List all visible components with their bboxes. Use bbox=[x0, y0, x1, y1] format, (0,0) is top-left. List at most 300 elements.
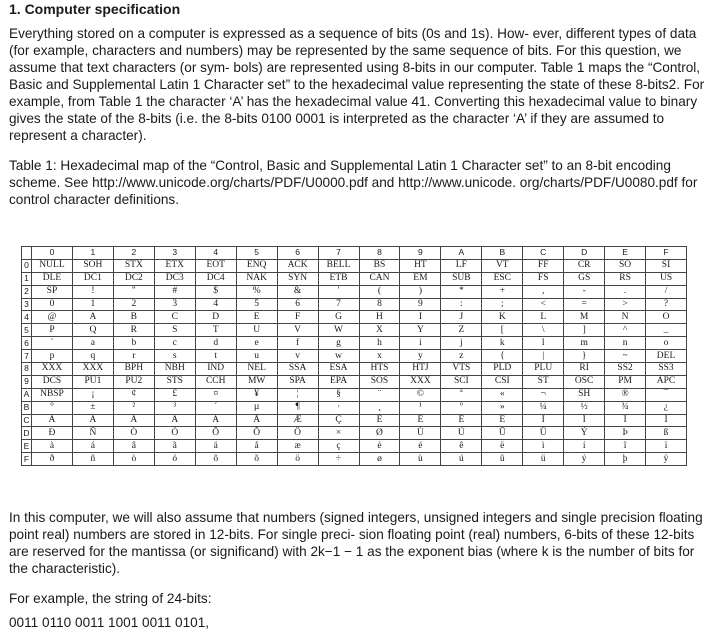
table-cell: XXX bbox=[72, 363, 113, 376]
table-cell: ~ bbox=[605, 350, 646, 363]
table-cell: l bbox=[523, 337, 564, 350]
table-cell: ] bbox=[564, 324, 605, 337]
table-cell: ST bbox=[523, 375, 564, 388]
column-header-cell: A bbox=[441, 247, 482, 260]
table-cell: ½ bbox=[564, 401, 605, 414]
table-cell: Ô bbox=[195, 427, 236, 440]
table-cell: 9 bbox=[400, 298, 441, 311]
table-cell: CSI bbox=[482, 375, 523, 388]
column-header-cell: 7 bbox=[318, 247, 359, 260]
table-cell: 6 bbox=[277, 298, 318, 311]
table-row bbox=[22, 401, 687, 414]
table-cell: à bbox=[32, 440, 73, 453]
table-cell: I bbox=[400, 311, 441, 324]
table-cell: ± bbox=[72, 401, 113, 414]
table-row bbox=[22, 440, 687, 453]
table-cell: Ê bbox=[441, 414, 482, 427]
table-cell: DC1 bbox=[72, 272, 113, 285]
table-row bbox=[22, 272, 687, 285]
table-row bbox=[22, 414, 687, 427]
table-cell: ® bbox=[605, 388, 646, 401]
table-cell: ä bbox=[195, 440, 236, 453]
table-cell: j bbox=[441, 337, 482, 350]
table-cell: NAK bbox=[236, 272, 277, 285]
table-cell: Ñ bbox=[72, 427, 113, 440]
table-cell: NEL bbox=[236, 363, 277, 376]
table-cell: STS bbox=[154, 375, 195, 388]
table-cell: SOS bbox=[359, 375, 400, 388]
table-cell: { bbox=[482, 350, 523, 363]
table-cell: , bbox=[523, 285, 564, 298]
table-cell: _ bbox=[646, 324, 687, 337]
table-cell: SS3 bbox=[646, 363, 687, 376]
table-cell: Ò bbox=[113, 427, 154, 440]
table-cell: Á bbox=[72, 414, 113, 427]
row-header-cell: 2 bbox=[22, 285, 32, 298]
table-row bbox=[22, 375, 687, 388]
table-cell: XXX bbox=[32, 363, 73, 376]
table-cell: $ bbox=[195, 285, 236, 298]
column-header-cell: 1 bbox=[72, 247, 113, 260]
table-cell: > bbox=[605, 298, 646, 311]
table-cell: CCH bbox=[195, 375, 236, 388]
table-cell: Ø bbox=[359, 427, 400, 440]
table-cell: ì bbox=[523, 440, 564, 453]
table-cell: » bbox=[482, 401, 523, 414]
row-header-cell: E bbox=[22, 440, 32, 453]
table-cell: õ bbox=[236, 453, 277, 466]
table-cell: US bbox=[646, 272, 687, 285]
table-cell: P bbox=[32, 324, 73, 337]
table-cell: × bbox=[318, 427, 359, 440]
table-cell: Ë bbox=[482, 414, 523, 427]
table-cell: APC bbox=[646, 375, 687, 388]
table-row bbox=[22, 298, 687, 311]
table-cell: z bbox=[441, 350, 482, 363]
table-cell: # bbox=[154, 285, 195, 298]
table-cell: SS2 bbox=[605, 363, 646, 376]
row-header-cell: F bbox=[22, 453, 32, 466]
table-cell: VTS bbox=[441, 363, 482, 376]
table-cell: SUB bbox=[441, 272, 482, 285]
table-row bbox=[22, 363, 687, 376]
table-cell: " bbox=[113, 285, 154, 298]
table-cell: SOH bbox=[72, 259, 113, 272]
table-cell: HT bbox=[400, 259, 441, 272]
table-cell: PU1 bbox=[72, 375, 113, 388]
row-header-cell: 7 bbox=[22, 350, 32, 363]
table-cell: Y bbox=[400, 324, 441, 337]
table-cell: \ bbox=[523, 324, 564, 337]
table-cell: EPA bbox=[318, 375, 359, 388]
table-cell: i bbox=[400, 337, 441, 350]
table-cell: Þ bbox=[605, 427, 646, 440]
table-cell: ³ bbox=[154, 401, 195, 414]
table-cell: STX bbox=[113, 259, 154, 272]
table-cell: ã bbox=[154, 440, 195, 453]
table-cell: a bbox=[72, 337, 113, 350]
table-cell: 1 bbox=[72, 298, 113, 311]
table-cell: ¹ bbox=[400, 401, 441, 414]
table-cell: ê bbox=[441, 440, 482, 453]
table-cell: ë bbox=[482, 440, 523, 453]
table-cell: Ü bbox=[523, 427, 564, 440]
table-cell: ö bbox=[277, 453, 318, 466]
table-cell: ´ bbox=[195, 401, 236, 414]
table-cell: r bbox=[113, 350, 154, 363]
table-cell: t bbox=[195, 350, 236, 363]
table-cell: XXX bbox=[400, 375, 441, 388]
table-cell: ETB bbox=[318, 272, 359, 285]
table-cell: SYN bbox=[277, 272, 318, 285]
table-cell: GS bbox=[564, 272, 605, 285]
table-header-row bbox=[22, 247, 687, 260]
table-cell: ' bbox=[318, 285, 359, 298]
table-cell: µ bbox=[236, 401, 277, 414]
table-cell: : bbox=[441, 298, 482, 311]
table-cell: Ï bbox=[646, 414, 687, 427]
table-cell: NULL bbox=[32, 259, 73, 272]
table-cell: J bbox=[441, 311, 482, 324]
table-cell: £ bbox=[154, 388, 195, 401]
table-cell: HTS bbox=[359, 363, 400, 376]
table-cell: g bbox=[318, 337, 359, 350]
column-header-cell: 4 bbox=[195, 247, 236, 260]
table-cell: ¨ bbox=[359, 388, 400, 401]
table-cell: * bbox=[441, 285, 482, 298]
table-row bbox=[22, 324, 687, 337]
table-cell: Î bbox=[605, 414, 646, 427]
row-header-cell: C bbox=[23, 415, 30, 426]
table-cell: v bbox=[277, 350, 318, 363]
table-cell: Q bbox=[72, 324, 113, 337]
table-cell: IND bbox=[195, 363, 236, 376]
row-header-cell: 3 bbox=[22, 298, 32, 311]
table-cell: PM bbox=[605, 375, 646, 388]
column-header-cell: F bbox=[646, 247, 687, 260]
table-cell: Õ bbox=[236, 427, 277, 440]
table-cell: È bbox=[359, 414, 400, 427]
table-cell: É bbox=[400, 414, 441, 427]
row-header-cell: A bbox=[22, 388, 32, 401]
row-header-cell: 6 bbox=[22, 337, 32, 350]
table-cell: F bbox=[277, 311, 318, 324]
table-cell: d bbox=[195, 337, 236, 350]
table-cell: SI bbox=[646, 259, 687, 272]
table-cell: EM bbox=[400, 272, 441, 285]
table-cell: DLE bbox=[32, 272, 73, 285]
table-cell: DC3 bbox=[154, 272, 195, 285]
table-cell: 8 bbox=[359, 298, 400, 311]
row-header-cell: 1 bbox=[22, 272, 32, 285]
hex-table-container bbox=[21, 246, 687, 487]
table-cell: H bbox=[359, 311, 400, 324]
column-header-cell: B bbox=[482, 247, 523, 260]
table-cell: À bbox=[32, 414, 73, 427]
table-cell: CAN bbox=[359, 272, 400, 285]
row-header-cell: 9 bbox=[22, 375, 32, 388]
row-header-cell: 8 bbox=[22, 363, 32, 376]
table-cell: Ö bbox=[277, 427, 318, 440]
table-cell: SO bbox=[605, 259, 646, 272]
table-row bbox=[22, 388, 687, 401]
table-cell: é bbox=[400, 440, 441, 453]
table-cell: HTJ bbox=[400, 363, 441, 376]
table-cell: SP bbox=[32, 285, 73, 298]
table-cell: SH bbox=[564, 388, 605, 401]
table-cell: } bbox=[564, 350, 605, 363]
table-cell: D bbox=[195, 311, 236, 324]
column-header-cell: D bbox=[564, 247, 605, 260]
table-cell: N bbox=[605, 311, 646, 324]
table-cell: s bbox=[154, 350, 195, 363]
table-cell: Ð bbox=[32, 427, 73, 440]
column-header-cell: 6 bbox=[277, 247, 318, 260]
table-cell: BS bbox=[359, 259, 400, 272]
column-header-cell: 3 bbox=[154, 247, 195, 260]
table-cell: NBSP bbox=[32, 388, 73, 401]
table-cell: ü bbox=[523, 453, 564, 466]
table-cell: x bbox=[359, 350, 400, 363]
table-cell: FS bbox=[523, 272, 564, 285]
table-cell: ¦ bbox=[277, 388, 318, 401]
table-cell: ) bbox=[400, 285, 441, 298]
hex-character-table bbox=[21, 246, 687, 466]
table-cell: q bbox=[72, 350, 113, 363]
table-cell: f bbox=[277, 337, 318, 350]
table-cell: ` bbox=[32, 337, 73, 350]
table-cell: FF bbox=[523, 259, 564, 272]
table-cell: Z bbox=[441, 324, 482, 337]
table-cell: ø bbox=[359, 453, 400, 466]
table-cell: ñ bbox=[72, 453, 113, 466]
table-cell: Ú bbox=[441, 427, 482, 440]
column-header-cell: 5 bbox=[236, 247, 277, 260]
table-cell: ESA bbox=[318, 363, 359, 376]
table-cell: ¶ bbox=[277, 401, 318, 414]
table-cell: DCS bbox=[32, 375, 73, 388]
table-cell: ¬ bbox=[523, 388, 564, 401]
table-cell: SSA bbox=[277, 363, 318, 376]
table-cell: . bbox=[605, 285, 646, 298]
table-cell: b bbox=[113, 337, 154, 350]
table-cell: e bbox=[236, 337, 277, 350]
table-row bbox=[22, 350, 687, 363]
table-cell: T bbox=[195, 324, 236, 337]
column-header-cell: 0 bbox=[32, 247, 73, 260]
table-cell: C bbox=[154, 311, 195, 324]
table-cell: c bbox=[154, 337, 195, 350]
table-cell: OSC bbox=[564, 375, 605, 388]
table-cell: â bbox=[113, 440, 154, 453]
table-cell: î bbox=[605, 440, 646, 453]
table-cell: í bbox=[564, 440, 605, 453]
column-header-cell: 8 bbox=[359, 247, 400, 260]
table-cell: æ bbox=[277, 440, 318, 453]
table-cell: G bbox=[318, 311, 359, 324]
table-cell: Ä bbox=[195, 414, 236, 427]
table-cell: BPH bbox=[113, 363, 154, 376]
table-cell: = bbox=[564, 298, 605, 311]
table-cell: ¿ bbox=[646, 401, 687, 414]
table-cell: o bbox=[646, 337, 687, 350]
table-cell: ¾ bbox=[605, 401, 646, 414]
row-header-cell: 5 bbox=[22, 324, 32, 337]
table-cell: ¢ bbox=[113, 388, 154, 401]
table-cell: PLU bbox=[523, 363, 564, 376]
table-cell: PLD bbox=[482, 363, 523, 376]
table-cell: @ bbox=[32, 311, 73, 324]
column-header-cell: E bbox=[605, 247, 646, 260]
table-cell: A bbox=[72, 311, 113, 324]
table-cell: © bbox=[400, 388, 441, 401]
table-cell: BELL bbox=[318, 259, 359, 272]
table-cell: « bbox=[482, 388, 523, 401]
bit-string-example: 0011 0110 0011 1001 0011 0101, bbox=[9, 615, 210, 630]
table-cell: ð bbox=[32, 453, 73, 466]
table-cell: Ù bbox=[400, 427, 441, 440]
table-cell: PU2 bbox=[113, 375, 154, 388]
row-header-cell: 4 bbox=[22, 311, 32, 324]
table-row bbox=[22, 453, 687, 466]
table-cell: - bbox=[564, 285, 605, 298]
table-cell: ? bbox=[646, 298, 687, 311]
table-cell: NBH bbox=[154, 363, 195, 376]
column-header-cell: 9 bbox=[400, 247, 441, 260]
table-cell: ¯ bbox=[646, 388, 687, 401]
table-cell: S bbox=[154, 324, 195, 337]
table-cell: L bbox=[523, 311, 564, 324]
table-cell: Û bbox=[482, 427, 523, 440]
row-header-cell: B bbox=[22, 401, 32, 414]
table-cell: < bbox=[523, 298, 564, 311]
table-cell: Â bbox=[113, 414, 154, 427]
table-cell: ; bbox=[482, 298, 523, 311]
table-row bbox=[22, 311, 687, 324]
column-header-cell: C bbox=[523, 247, 564, 260]
table-row bbox=[22, 285, 687, 298]
table-cell: ¥ bbox=[236, 388, 277, 401]
table-cell: DEL bbox=[646, 350, 687, 363]
table-cell: Æ bbox=[277, 414, 318, 427]
table-cell: O bbox=[646, 311, 687, 324]
intro-paragraph: Everything stored on a computer is expressed as a sequence of bits (0s and 1s). How- ever, different types of data (for example, characters and numbers) may be represented by the same sequence of bits. For this question, we assume that text characters (or sym- bols) are represented using 8-bits in our computer. Table 1 maps the “Control, Basic and Supplemental Latin 1 Character set” to the hexadecimal value representing the state of these 8-bits2. For example, from Table 1 the character ‘A’ has the hexadecimal value 41. Converting this hexadecimal value to binary gives the state of the 8-bits (i.e. the 8-bits 0100 0001 is interpreted as the character ‘A’ if they are assumed to represent a character). bbox=[9, 26, 705, 143]
table-cell: Ý bbox=[564, 427, 605, 440]
table-cell: ª bbox=[441, 388, 482, 401]
table-cell: º bbox=[441, 401, 482, 414]
table-cell: ( bbox=[359, 285, 400, 298]
table-cell: ÿ bbox=[646, 453, 687, 466]
table-cell: y bbox=[400, 350, 441, 363]
table-cell: Å bbox=[236, 414, 277, 427]
table-cell: ² bbox=[113, 401, 154, 414]
table-cell: 0 bbox=[32, 298, 73, 311]
table-cell: [ bbox=[482, 324, 523, 337]
table-cell: · bbox=[318, 401, 359, 414]
table-cell: ó bbox=[154, 453, 195, 466]
table-cell: / bbox=[646, 285, 687, 298]
table-cell: ¸ bbox=[359, 401, 400, 414]
table-cell: V bbox=[277, 324, 318, 337]
table-cell: ß bbox=[646, 427, 687, 440]
table-cell: 7 bbox=[318, 298, 359, 311]
table-cell: R bbox=[113, 324, 154, 337]
table-cell: u bbox=[236, 350, 277, 363]
table-cell: RI bbox=[564, 363, 605, 376]
table-cell: ^ bbox=[605, 324, 646, 337]
number-storage-paragraph: In this computer, we will also assume that numbers (signed integers, unsigned integers and single precision floating point real) numbers are stored in 12-bits. For single preci- sion floating point (real) numbers, 6-bits of these 12-bits are reserved for the mantissa (or significand) with 2k−1 − 1 as the exponent bias (where k is the number of bits for the characteristic). bbox=[9, 510, 703, 576]
table-cell: & bbox=[277, 285, 318, 298]
table-cell: ° bbox=[32, 401, 73, 414]
table-row bbox=[22, 427, 687, 440]
table-cell: û bbox=[482, 453, 523, 466]
table-cell: K bbox=[482, 311, 523, 324]
table-cell: LF bbox=[441, 259, 482, 272]
table-caption: Table 1: Hexadecimal map of the “Control, Basic and Supplemental Latin 1 Character set” to an 8-bit encoding scheme. See http://www.unicode.org/charts/PDF/U0000.pdf and http://www.unicode. org/charts/PDF/U0080.pdf for control character definitions. bbox=[9, 158, 698, 207]
table-cell: ï bbox=[646, 440, 687, 453]
table-cell: k bbox=[482, 337, 523, 350]
table-cell: ACK bbox=[277, 259, 318, 272]
table-cell: å bbox=[236, 440, 277, 453]
table-cell: % bbox=[236, 285, 277, 298]
table-cell: ý bbox=[564, 453, 605, 466]
table-cell: CR bbox=[564, 259, 605, 272]
table-cell: ÷ bbox=[318, 453, 359, 466]
table-cell: h bbox=[359, 337, 400, 350]
table-cell: þ bbox=[605, 453, 646, 466]
section-heading: 1. Computer specification bbox=[9, 1, 181, 17]
table-cell: m bbox=[564, 337, 605, 350]
table-cell: ô bbox=[195, 453, 236, 466]
table-cell: ù bbox=[400, 453, 441, 466]
table-cell: n bbox=[605, 337, 646, 350]
table-cell: p bbox=[32, 350, 73, 363]
table-cell: Ó bbox=[154, 427, 195, 440]
row-header-cell: D bbox=[23, 427, 30, 438]
table-cell: W bbox=[318, 324, 359, 337]
table-cell: 3 bbox=[154, 298, 195, 311]
table-cell: SCI bbox=[441, 375, 482, 388]
table-cell: E bbox=[236, 311, 277, 324]
table-cell: è bbox=[359, 440, 400, 453]
table-cell: MW bbox=[236, 375, 277, 388]
column-header-cell: 2 bbox=[113, 247, 154, 260]
table-cell: DC2 bbox=[113, 272, 154, 285]
table-cell: ¼ bbox=[523, 401, 564, 414]
table-cell: 2 bbox=[113, 298, 154, 311]
table-cell: ENQ bbox=[236, 259, 277, 272]
table-cell: ¡ bbox=[72, 388, 113, 401]
table-cell: VT bbox=[482, 259, 523, 272]
table-corner-cell bbox=[22, 247, 32, 260]
row-header-cell: 0 bbox=[22, 259, 32, 272]
table-cell: § bbox=[318, 388, 359, 401]
table-cell: B bbox=[113, 311, 154, 324]
table-cell: 5 bbox=[236, 298, 277, 311]
table-cell: á bbox=[72, 440, 113, 453]
table-cell: EOT bbox=[195, 259, 236, 272]
table-cell: 4 bbox=[195, 298, 236, 311]
table-cell: ò bbox=[113, 453, 154, 466]
table-cell: ç bbox=[318, 440, 359, 453]
table-cell: ! bbox=[72, 285, 113, 298]
table-cell: + bbox=[482, 285, 523, 298]
table-cell: M bbox=[564, 311, 605, 324]
table-cell: ETX bbox=[154, 259, 195, 272]
table-cell: ú bbox=[441, 453, 482, 466]
table-cell: Ì bbox=[523, 414, 564, 427]
table-row bbox=[22, 337, 687, 350]
